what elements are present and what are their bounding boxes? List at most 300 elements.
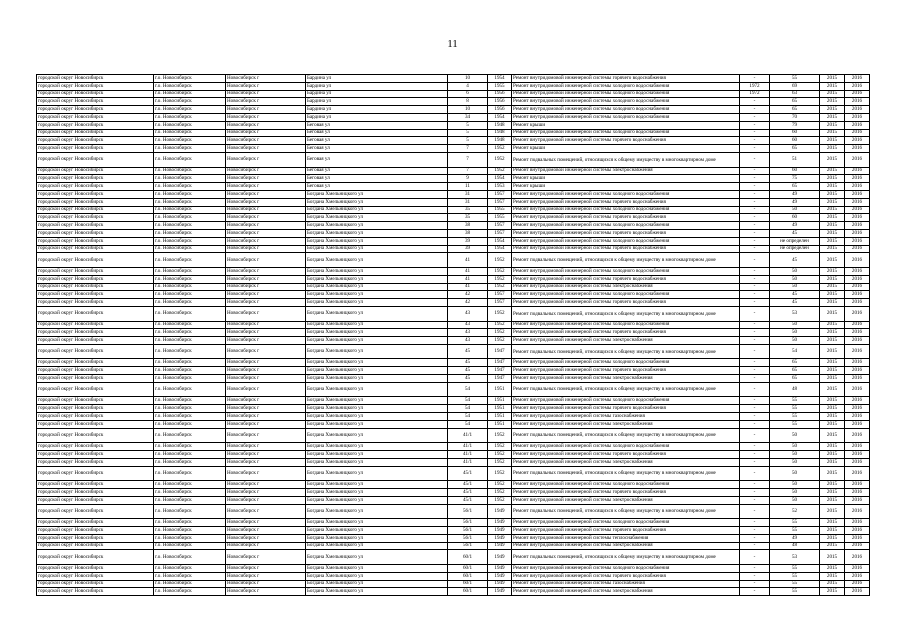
build-year-cell: 1951 [488,420,512,428]
settlement-cell: г.о. Новосибирск [154,75,226,83]
build-year-cell: 1952 [488,458,512,466]
settlement-cell: г.о. Новосибирск [154,106,226,114]
work-type-cell: Ремонт внутридомовой инженерной системы холодного водоснабжения [512,222,740,230]
municipality-cell: городской округ Новосибирск [37,190,154,198]
house-number-cell: 41/1 [448,458,488,466]
city-cell: Новосибирск г [226,75,306,83]
municipality-cell: городской округ Новосибирск [37,337,154,345]
work-type-cell: Ремонт внутридомовой инженерной системы электроснабжения [512,542,740,550]
end-year-cell: 2016 [845,275,870,283]
end-year-cell: 2016 [845,382,870,397]
work-type-cell: Ремонт внутридомовой инженерной системы горячего водоснабжения [512,451,740,459]
settlement-cell: г.о. Новосибирск [154,206,226,214]
wear-percent-cell: 55 [770,580,820,588]
table-row [37,82,870,90]
settlement-cell: г.о. Новосибирск [154,413,226,421]
last-repair-year-cell: - [740,580,770,588]
municipality-cell: городской округ Новосибирск [37,306,154,321]
municipality-cell: городской округ Новосибирск [37,458,154,466]
settlement-cell: г.о. Новосибирск [154,253,226,268]
end-year-cell: 2016 [845,550,870,565]
table-row [37,198,870,206]
street-cell: Богдана Хмельницкого ул [306,466,448,481]
city-cell: Новосибирск г [226,129,306,137]
last-repair-year-cell: - [740,519,770,527]
house-number-cell: 7 [448,152,488,167]
street-cell: Богдана Хмельницкого ул [306,413,448,421]
settlement-cell: г.о. Новосибирск [154,542,226,550]
street-cell: Богдана Хмельницкого ул [306,275,448,283]
city-cell: Новосибирск г [226,337,306,345]
start-year-cell: 2015 [820,321,845,329]
build-year-cell: 1953 [488,183,512,191]
city-cell: Новосибирск г [226,152,306,167]
table-row [37,190,870,198]
settlement-cell: г.о. Новосибирск [154,565,226,573]
table-row [37,588,870,596]
start-year-cell: 2015 [820,198,845,206]
municipality-cell: городской округ Новосибирск [37,481,154,489]
municipality-cell: городской округ Новосибирск [37,206,154,214]
table-row [37,496,870,504]
house-number-cell: 45 [448,344,488,359]
table-row [37,106,870,114]
table-row [37,152,870,167]
city-cell: Новосибирск г [226,534,306,542]
wear-percent-cell: 50 [770,466,820,481]
wear-percent-cell: 45 [770,291,820,299]
municipality-cell: городской округ Новосибирск [37,542,154,550]
start-year-cell: 2015 [820,129,845,137]
wear-percent-cell: 45 [770,253,820,268]
city-cell: Новосибирск г [226,267,306,275]
build-year-cell: 1954 [488,75,512,83]
end-year-cell: 2016 [845,306,870,321]
work-type-cell: Ремонт подвальных помещений, относящихся к общему имуществу в многоквартирном доме [512,428,740,443]
end-year-cell: 2016 [845,542,870,550]
last-repair-year-cell: - [740,129,770,137]
wear-percent-cell: не определен [770,245,820,253]
municipality-cell: городской округ Новосибирск [37,344,154,359]
build-year-cell: 1947 [488,344,512,359]
city-cell: Новосибирск г [226,306,306,321]
last-repair-year-cell: - [740,496,770,504]
house-number-cell: 31 [448,198,488,206]
start-year-cell: 2015 [820,306,845,321]
last-repair-year-cell: - [740,466,770,481]
settlement-cell: г.о. Новосибирск [154,167,226,175]
settlement-cell: г.о. Новосибирск [154,496,226,504]
start-year-cell: 2015 [820,337,845,345]
table-row [37,337,870,345]
end-year-cell: 2016 [845,137,870,145]
wear-percent-cell: 50 [770,428,820,443]
table-row [37,375,870,383]
house-number-cell: 45 [448,359,488,367]
last-repair-year-cell: - [740,299,770,307]
municipality-cell: городской округ Новосибирск [37,137,154,145]
settlement-cell: г.о. Новосибирск [154,367,226,375]
build-year-cell: 1952 [488,145,512,153]
wear-percent-cell: 50 [770,206,820,214]
wear-percent-cell: 50 [770,337,820,345]
work-type-cell: Ремонт внутридомовой инженерной системы холодного водоснабжения [512,443,740,451]
street-cell: Богдана Хмельницкого ул [306,329,448,337]
street-cell: Богдана Хмельницкого ул [306,542,448,550]
municipality-cell: городской округ Новосибирск [37,466,154,481]
municipality-cell: городской округ Новосибирск [37,565,154,573]
start-year-cell: 2015 [820,588,845,596]
table-row [37,382,870,397]
last-repair-year-cell: - [740,413,770,421]
build-year-cell: 1947 [488,367,512,375]
last-repair-year-cell: - [740,190,770,198]
house-number-cell: 54 [448,420,488,428]
work-type-cell: Ремонт внутридомовой инженерной системы холодного водоснабжения [512,206,740,214]
house-number-cell: 54 [448,382,488,397]
street-cell: Богдана Хмельницкого ул [306,245,448,253]
street-cell: Богдана Хмельницкого ул [306,580,448,588]
table-row [37,237,870,245]
city-cell: Новосибирск г [226,206,306,214]
end-year-cell: 2016 [845,183,870,191]
table-row [37,214,870,222]
settlement-cell: г.о. Новосибирск [154,580,226,588]
settlement-cell: г.о. Новосибирск [154,129,226,137]
street-cell: Богдана Хмельницкого ул [306,420,448,428]
end-year-cell: 2016 [845,222,870,230]
city-cell: Новосибирск г [226,519,306,527]
house-number-cell: 7 [448,167,488,175]
build-year-cell: 1954 [488,245,512,253]
start-year-cell: 2015 [820,283,845,291]
last-repair-year-cell: - [740,375,770,383]
city-cell: Новосибирск г [226,572,306,580]
last-repair-year-cell: - [740,329,770,337]
last-repair-year-cell: - [740,451,770,459]
build-year-cell: 1952 [488,496,512,504]
work-type-cell: Ремонт крыши [512,121,740,129]
build-year-cell: 1949 [488,580,512,588]
build-year-cell: 1957 [488,299,512,307]
house-number-cell: 11 [448,183,488,191]
last-repair-year-cell: - [740,98,770,106]
start-year-cell: 2015 [820,359,845,367]
last-repair-year-cell: - [740,527,770,535]
start-year-cell: 2015 [820,75,845,83]
municipality-cell: городской округ Новосибирск [37,359,154,367]
start-year-cell: 2015 [820,519,845,527]
capital-repair-table [36,74,870,596]
house-number-cell: 31 [448,190,488,198]
house-number-cell: 41/1 [448,443,488,451]
work-type-cell: Ремонт внутридомовой инженерной системы холодного водоснабжения [512,98,740,106]
build-year-cell: 1952 [488,329,512,337]
last-repair-year-cell: - [740,344,770,359]
settlement-cell: г.о. Новосибирск [154,428,226,443]
house-number-cell: 56/1 [448,504,488,519]
last-repair-year-cell: - [740,113,770,121]
house-number-cell: 43 [448,337,488,345]
house-number-cell: 10 [448,75,488,83]
work-type-cell: Ремонт внутридомовой инженерной системы холодного водоснабжения [512,90,740,98]
street-cell: Богдана Хмельницкого ул [306,190,448,198]
build-year-cell: 1949 [488,572,512,580]
wear-percent-cell: 50 [770,496,820,504]
city-cell: Новосибирск г [226,420,306,428]
house-number-cell: 45 [448,375,488,383]
start-year-cell: 2015 [820,98,845,106]
wear-percent-cell: 53 [770,306,820,321]
end-year-cell: 2016 [845,214,870,222]
start-year-cell: 2015 [820,237,845,245]
work-type-cell: Ремонт внутридомовой инженерной системы горячего водоснабжения [512,137,740,145]
wear-percent-cell: 55 [770,75,820,83]
build-year-cell: 1947 [488,375,512,383]
last-repair-year-cell: - [740,229,770,237]
wear-percent-cell: 60 [770,214,820,222]
city-cell: Новосибирск г [226,413,306,421]
wear-percent-cell: 65 [770,183,820,191]
build-year-cell: 1949 [488,527,512,535]
street-cell: Богдана Хмельницкого ул [306,428,448,443]
table-row [37,222,870,230]
table-row [37,580,870,588]
municipality-cell: городской округ Новосибирск [37,175,154,183]
settlement-cell: г.о. Новосибирск [154,458,226,466]
settlement-cell: г.о. Новосибирск [154,519,226,527]
city-cell: Новосибирск г [226,496,306,504]
start-year-cell: 2015 [820,145,845,153]
work-type-cell: Ремонт внутридомовой инженерной системы теплоснабжения [512,534,740,542]
settlement-cell: г.о. Новосибирск [154,275,226,283]
wear-percent-cell: 55 [770,397,820,405]
table-row [37,359,870,367]
street-cell: Богдана Хмельницкого ул [306,504,448,519]
settlement-cell: г.о. Новосибирск [154,82,226,90]
build-year-cell: 1949 [488,519,512,527]
start-year-cell: 2015 [820,137,845,145]
street-cell: Богдана Хмельницкого ул [306,481,448,489]
last-repair-year-cell: - [740,565,770,573]
wear-percent-cell: 63 [770,90,820,98]
city-cell: Новосибирск г [226,145,306,153]
settlement-cell: г.о. Новосибирск [154,237,226,245]
table-row [37,267,870,275]
house-number-cell: 54 [448,397,488,405]
street-cell: Богдана Хмельницкого ул [306,299,448,307]
table-row [37,245,870,253]
last-repair-year-cell: - [740,337,770,345]
city-cell: Новосибирск г [226,321,306,329]
build-year-cell: 1956 [488,90,512,98]
house-number-cell: 60/1 [448,565,488,573]
wear-percent-cell: 54 [770,344,820,359]
end-year-cell: 2016 [845,267,870,275]
end-year-cell: 2016 [845,121,870,129]
start-year-cell: 2015 [820,527,845,535]
municipality-cell: городской округ Новосибирск [37,222,154,230]
city-cell: Новосибирск г [226,451,306,459]
build-year-cell: 1952 [488,481,512,489]
city-cell: Новосибирск г [226,481,306,489]
table-row [37,550,870,565]
work-type-cell: Ремонт внутридомовой инженерной системы холодного водоснабжения [512,397,740,405]
table-row [37,344,870,359]
house-number-cell: 60/1 [448,580,488,588]
work-type-cell: Ремонт внутридомовой инженерной системы холодного водоснабжения [512,519,740,527]
street-cell: Бардина ул [306,82,448,90]
build-year-cell: 1949 [488,588,512,596]
municipality-cell: городской округ Новосибирск [37,550,154,565]
build-year-cell: 1952 [488,337,512,345]
last-repair-year-cell: - [740,75,770,83]
end-year-cell: 2016 [845,167,870,175]
table-row [37,451,870,459]
street-cell: Богдана Хмельницкого ул [306,375,448,383]
wear-percent-cell: 55 [770,565,820,573]
start-year-cell: 2015 [820,420,845,428]
last-repair-year-cell: - [740,420,770,428]
city-cell: Новосибирск г [226,175,306,183]
wear-percent-cell: 60 [770,137,820,145]
build-year-cell: 1957 [488,291,512,299]
house-number-cell: 9 [448,175,488,183]
street-cell: Богдана Хмельницкого ул [306,550,448,565]
settlement-cell: г.о. Новосибирск [154,299,226,307]
municipality-cell: городской округ Новосибирск [37,283,154,291]
street-cell: Богдана Хмельницкого ул [306,237,448,245]
house-number-cell: 60/1 [448,588,488,596]
wear-percent-cell: 79 [770,121,820,129]
last-repair-year-cell: 1972 [740,82,770,90]
city-cell: Новосибирск г [226,98,306,106]
street-cell: Богдана Хмельницкого ул [306,291,448,299]
municipality-cell: городской округ Новосибирск [37,75,154,83]
wear-percent-cell: 50 [770,451,820,459]
house-number-cell: 56/1 [448,534,488,542]
last-repair-year-cell: - [740,382,770,397]
municipality-cell: городской округ Новосибирск [37,267,154,275]
build-year-cell: 1951 [488,397,512,405]
table-row [37,229,870,237]
build-year-cell: 1952 [488,275,512,283]
house-number-cell: 56/1 [448,519,488,527]
table-row [37,466,870,481]
end-year-cell: 2016 [845,206,870,214]
city-cell: Новосибирск г [226,329,306,337]
last-repair-year-cell: - [740,237,770,245]
table-row [37,329,870,337]
wear-percent-cell: 50 [770,481,820,489]
street-cell: Богдана Хмельницкого ул [306,382,448,397]
end-year-cell: 2016 [845,145,870,153]
wear-percent-cell: 65 [770,367,820,375]
build-year-cell: 1951 [488,413,512,421]
build-year-cell: 1949 [488,504,512,519]
table-row [37,167,870,175]
street-cell: Богдана Хмельницкого ул [306,253,448,268]
table-row [37,542,870,550]
street-cell: Бардина ул [306,98,448,106]
street-cell: Богдана Хмельницкого ул [306,451,448,459]
wear-percent-cell: 70 [770,113,820,121]
start-year-cell: 2015 [820,329,845,337]
end-year-cell: 2016 [845,129,870,137]
start-year-cell: 2015 [820,267,845,275]
street-cell: Богдана Хмельницкого ул [306,588,448,596]
start-year-cell: 2015 [820,565,845,573]
end-year-cell: 2016 [845,321,870,329]
municipality-cell: городской округ Новосибирск [37,572,154,580]
house-number-cell: 5 [448,137,488,145]
settlement-cell: г.о. Новосибирск [154,183,226,191]
city-cell: Новосибирск г [226,253,306,268]
build-year-cell: 1952 [488,451,512,459]
work-type-cell: Ремонт внутридомовой инженерной системы горячего водоснабжения [512,75,740,83]
settlement-cell: г.о. Новосибирск [154,321,226,329]
work-type-cell: Ремонт внутридомовой инженерной системы электроснабжения [512,458,740,466]
work-type-cell: Ремонт внутридомовой инженерной системы холодного водоснабжения [512,113,740,121]
wear-percent-cell: 50 [770,267,820,275]
street-cell: Богдана Хмельницкого ул [306,198,448,206]
city-cell: Новосибирск г [226,359,306,367]
end-year-cell: 2016 [845,534,870,542]
settlement-cell: г.о. Новосибирск [154,337,226,345]
house-number-cell: 43 [448,321,488,329]
start-year-cell: 2015 [820,344,845,359]
city-cell: Новосибирск г [226,299,306,307]
build-year-cell: 1957 [488,198,512,206]
table-row [37,489,870,497]
settlement-cell: г.о. Новосибирск [154,359,226,367]
city-cell: Новосибирск г [226,397,306,405]
city-cell: Новосибирск г [226,113,306,121]
municipality-cell: городской округ Новосибирск [37,245,154,253]
table-row [37,405,870,413]
work-type-cell: Ремонт внутридомовой инженерной системы холодного водоснабжения [512,321,740,329]
last-repair-year-cell: - [740,245,770,253]
start-year-cell: 2015 [820,397,845,405]
street-cell: Богдана Хмельницкого ул [306,565,448,573]
settlement-cell: г.о. Новосибирск [154,451,226,459]
settlement-cell: г.о. Новосибирск [154,329,226,337]
house-number-cell: 42 [448,299,488,307]
last-repair-year-cell: - [740,291,770,299]
build-year-cell: 1949 [488,565,512,573]
build-year-cell: 1952 [488,306,512,321]
wear-percent-cell: 45 [770,299,820,307]
end-year-cell: 2016 [845,283,870,291]
table-row [37,175,870,183]
street-cell: Богдана Хмельницкого ул [306,367,448,375]
last-repair-year-cell: - [740,206,770,214]
end-year-cell: 2016 [845,428,870,443]
street-cell: Богдана Хмельницкого ул [306,496,448,504]
municipality-cell: городской округ Новосибирск [37,397,154,405]
table-row [37,275,870,283]
wear-percent-cell: 55 [770,405,820,413]
end-year-cell: 2016 [845,588,870,596]
work-type-cell: Ремонт внутридомовой инженерной системы горячего водоснабжения [512,489,740,497]
street-cell: Беговая ул [306,129,448,137]
city-cell: Новосибирск г [226,367,306,375]
table-row [37,420,870,428]
build-year-cell: 1951 [488,405,512,413]
end-year-cell: 2016 [845,245,870,253]
city-cell: Новосибирск г [226,344,306,359]
last-repair-year-cell: - [740,504,770,519]
